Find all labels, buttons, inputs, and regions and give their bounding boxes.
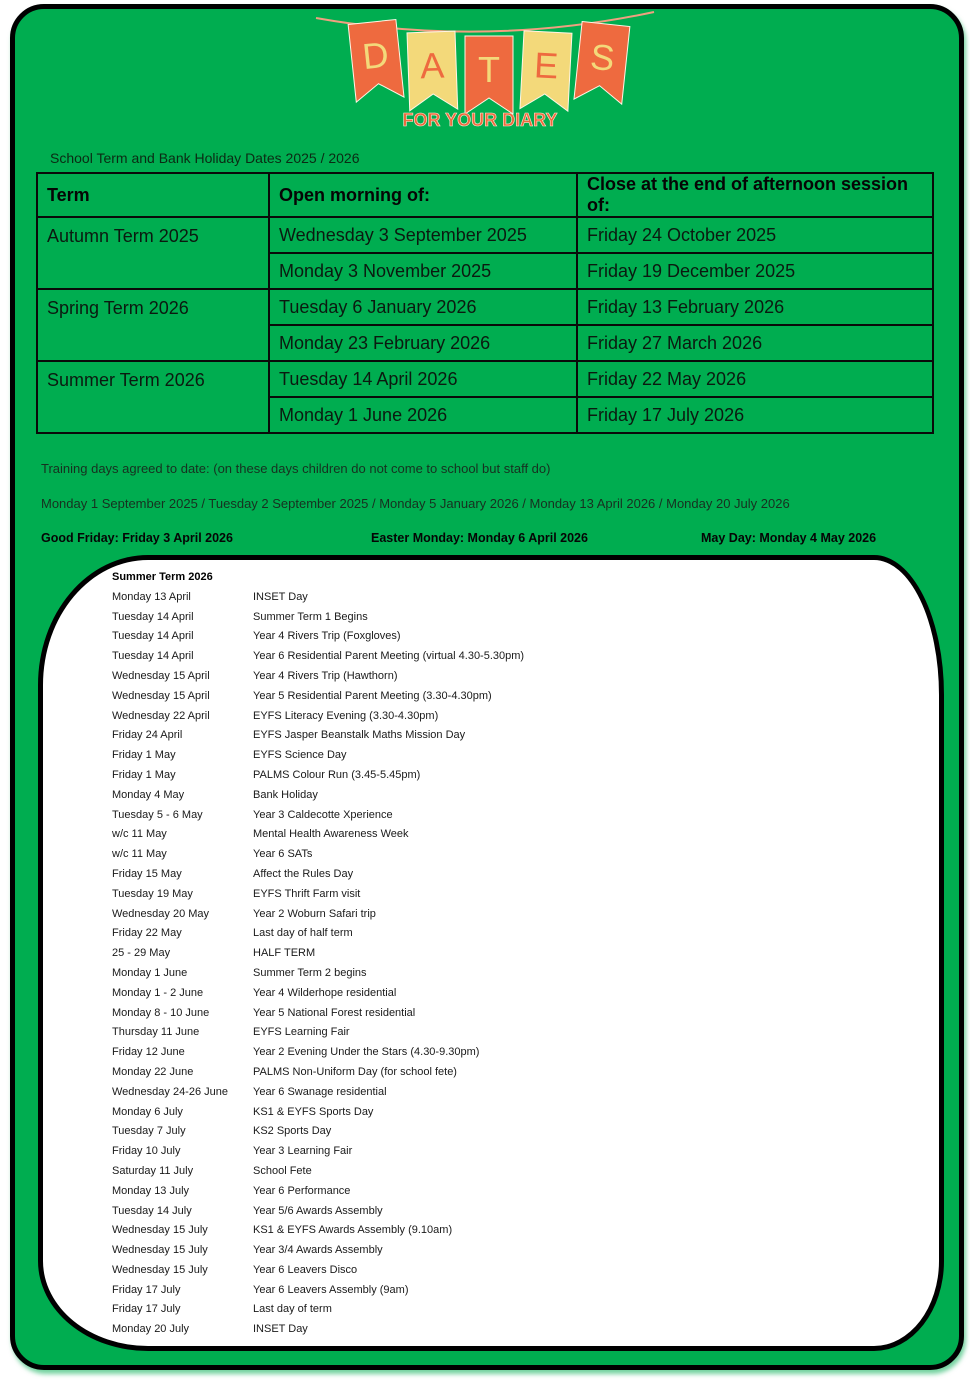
event-date: Wednesday 15 July — [112, 1224, 208, 1237]
banner-flag — [574, 21, 630, 104]
open-date: Monday 3 November 2025 — [269, 253, 577, 289]
banner-flag — [407, 31, 458, 111]
event-description: Year 2 Evening Under the Stars (4.30-9.30pm) — [253, 1046, 480, 1059]
event-description: HALF TERM — [253, 947, 316, 960]
open-date: Monday 1 June 2026 — [269, 397, 577, 433]
event-date: Monday 6 July — [112, 1105, 183, 1118]
list-item — [112, 845, 524, 865]
event-date: Friday 1 May — [112, 768, 176, 781]
event-description: Year 4 Rivers Trip (Hawthorn) — [253, 669, 398, 682]
event-description: PALMS Colour Run (3.45-5.45pm) — [253, 768, 421, 781]
list-item — [112, 707, 524, 727]
event-date: Tuesday 7 July — [112, 1125, 186, 1138]
event-description: KS1 & EYFS Sports Day — [253, 1105, 374, 1118]
event-description: Last day of half term — [253, 927, 353, 940]
bank-holiday-easter-monday: Easter Monday: Monday 6 April 2026 — [371, 531, 588, 545]
event-description: PALMS Non-Uniform Day (for school fete) — [253, 1065, 457, 1078]
term-name: Summer Term 2026 — [37, 361, 269, 433]
list-item — [112, 1281, 524, 1301]
table-header-row — [37, 173, 933, 217]
list-item — [112, 766, 524, 786]
event-date: Wednesday 22 April — [112, 709, 210, 722]
event-date: Thursday 11 June — [112, 1026, 200, 1039]
table-row — [37, 217, 933, 253]
event-date: 25 - 29 May — [112, 947, 171, 960]
training-days-list: Monday 1 September 2025 / Tuesday 2 September 2025 / Monday 5 January 2026 / Monday 13 April 2026 / Monday 20 July 2026 — [41, 496, 790, 511]
event-description: Last day of term — [253, 1303, 332, 1316]
header-close: Close at the end of afternoon session of: — [577, 173, 933, 217]
banner-letter: A — [419, 44, 445, 87]
event-date: Friday 22 May — [112, 927, 182, 940]
event-date: Tuesday 14 April — [112, 630, 194, 643]
banner-letter: E — [533, 44, 560, 87]
close-date: Friday 27 March 2026 — [577, 325, 933, 361]
header-open: Open morning of: — [269, 173, 577, 217]
event-date: Wednesday 20 May — [112, 907, 210, 920]
list-item — [112, 647, 524, 667]
term-name: Autumn Term 2025 — [37, 217, 269, 289]
event-description: EYFS Science Day — [253, 749, 347, 762]
dates-banner-logo — [310, 8, 660, 133]
list-item — [112, 1122, 524, 1142]
event-date: Wednesday 24-26 June — [112, 1085, 228, 1098]
event-description: Year 6 Performance — [253, 1184, 351, 1197]
list-item — [112, 924, 524, 944]
open-date: Tuesday 14 April 2026 — [269, 361, 577, 397]
event-date: Friday 17 July — [112, 1303, 181, 1316]
event-description: Year 3 Learning Fair — [253, 1145, 353, 1158]
list-item — [112, 1300, 524, 1320]
event-description: KS1 & EYFS Awards Assembly (9.10am) — [253, 1224, 453, 1237]
event-description: KS2 Sports Day — [253, 1125, 332, 1138]
list-item — [112, 964, 524, 984]
banner-tagline: FOR YOUR DIARY — [402, 110, 558, 130]
list-item — [112, 1241, 524, 1261]
event-description: Year 6 Swanage residential — [253, 1085, 387, 1098]
list-item — [112, 608, 524, 628]
event-date: Tuesday 5 - 6 May — [112, 808, 203, 821]
bank-holiday-may-day: May Day: Monday 4 May 2026 — [701, 531, 877, 545]
event-date: Monday 13 July — [112, 1184, 190, 1197]
event-date: Friday 12 June — [112, 1046, 185, 1059]
event-description: INSET Day — [253, 1323, 308, 1336]
event-date: Friday 15 May — [112, 867, 182, 880]
banner-letter: D — [360, 33, 391, 78]
list-item — [112, 825, 524, 845]
event-description: Affect the Rules Day — [253, 867, 354, 880]
event-date: Friday 1 May — [112, 749, 176, 762]
list-item — [112, 687, 524, 707]
event-description: EYFS Learning Fair — [253, 1026, 350, 1039]
list-item — [112, 1162, 524, 1182]
list-item — [112, 627, 524, 647]
summer-events-title: Summer Term 2026 — [112, 571, 213, 583]
header-term: Term — [37, 173, 269, 217]
banner-flag — [520, 31, 572, 111]
event-date: Monday 13 April — [112, 590, 191, 603]
list-item — [112, 885, 524, 905]
list-item — [112, 1063, 524, 1083]
event-description: Year 6 Residential Parent Meeting (virtual 4.30-5.30pm) — [253, 650, 525, 663]
list-item — [112, 1202, 524, 1222]
term-name: Spring Term 2026 — [37, 289, 269, 361]
list-item — [112, 1023, 524, 1043]
list-item — [112, 1221, 524, 1241]
table-row — [37, 289, 933, 325]
list-item — [112, 1142, 524, 1162]
list-item — [112, 746, 524, 766]
list-item — [112, 667, 524, 687]
list-item — [112, 806, 524, 826]
event-description: Mental Health Awareness Week — [253, 828, 409, 841]
open-date: Tuesday 6 January 2026 — [269, 289, 577, 325]
summer-events-list — [112, 568, 524, 1340]
event-description: Year 2 Woburn Safari trip — [253, 907, 376, 920]
banner-flag — [465, 36, 513, 114]
event-description: Year 4 Wilderhope residential — [253, 986, 397, 999]
event-date: Tuesday 14 April — [112, 610, 194, 623]
event-date: Monday 4 May — [112, 788, 185, 801]
open-date: Wednesday 3 September 2025 — [269, 217, 577, 253]
event-description: Year 5 Residential Parent Meeting (3.30-4.30pm) — [253, 689, 492, 702]
event-date: Monday 20 July — [112, 1323, 190, 1336]
event-date: Friday 24 April — [112, 729, 183, 742]
list-item — [112, 905, 524, 925]
event-description: Summer Term 2 begins — [253, 966, 367, 979]
event-description: Year 5/6 Awards Assembly — [253, 1204, 383, 1217]
event-description: School Fete — [253, 1164, 312, 1177]
event-date: Monday 22 June — [112, 1065, 194, 1078]
list-item — [112, 865, 524, 885]
list-item — [112, 1261, 524, 1281]
event-description: INSET Day — [253, 590, 308, 603]
term-dates-subtitle: School Term and Bank Holiday Dates 2025 / 2026 — [50, 150, 360, 166]
event-description: Year 6 Leavers Assembly (9am) — [253, 1283, 409, 1296]
close-date: Friday 24 October 2025 — [577, 217, 933, 253]
list-item — [112, 1043, 524, 1063]
event-description: Summer Term 1 Begins — [253, 610, 368, 623]
event-date: Saturday 11 July — [112, 1164, 194, 1177]
list-item — [112, 588, 524, 608]
list-item — [112, 1083, 524, 1103]
list-item — [112, 984, 524, 1004]
list-item — [112, 786, 524, 806]
list-item — [112, 1004, 524, 1024]
event-date: Wednesday 15 April — [112, 669, 210, 682]
event-date: w/c 11 May — [112, 848, 167, 861]
close-date: Friday 19 December 2025 — [577, 253, 933, 289]
event-description: Year 4 Rivers Trip (Foxgloves) — [253, 630, 401, 643]
event-description: EYFS Thrift Farm visit — [253, 887, 361, 900]
event-date: Wednesday 15 April — [112, 689, 210, 702]
event-date: Monday 1 - 2 June — [112, 986, 204, 999]
close-date: Friday 22 May 2026 — [577, 361, 933, 397]
banner-letter: T — [478, 49, 500, 90]
event-description: Year 5 National Forest residential — [253, 1006, 416, 1019]
list-item — [112, 726, 524, 746]
event-date: Wednesday 15 July — [112, 1263, 208, 1276]
bank-holiday-good-friday: Good Friday: Friday 3 April 2026 — [41, 531, 233, 545]
list-item — [112, 1320, 524, 1340]
event-description: Bank Holiday — [253, 788, 318, 801]
term-dates-table — [36, 172, 934, 434]
event-date: w/c 11 May — [112, 828, 167, 841]
event-description: EYFS Literacy Evening (3.30-4.30pm) — [253, 709, 439, 722]
event-description: EYFS Jasper Beanstalk Maths Mission Day — [253, 729, 466, 742]
open-date: Monday 23 February 2026 — [269, 325, 577, 361]
event-description: Year 3 Caldecotte Xperience — [253, 808, 393, 821]
event-date: Wednesday 15 July — [112, 1244, 208, 1257]
event-date: Monday 1 June — [112, 966, 188, 979]
event-date: Tuesday 19 May — [112, 887, 193, 900]
list-item — [112, 1103, 524, 1123]
event-date: Friday 10 July — [112, 1145, 181, 1158]
banner-letter: S — [588, 35, 617, 79]
event-description: Year 3/4 Awards Assembly — [253, 1244, 383, 1257]
close-date: Friday 13 February 2026 — [577, 289, 933, 325]
banner-flag — [348, 19, 404, 102]
event-date: Monday 8 - 10 June — [112, 1006, 210, 1019]
event-date: Tuesday 14 July — [112, 1204, 192, 1217]
close-date: Friday 17 July 2026 — [577, 397, 933, 433]
training-days-label: Training days agreed to date: (on these days children do not come to school but staff do) — [41, 461, 551, 476]
event-description: Year 6 Leavers Disco — [253, 1263, 358, 1276]
event-description: Year 6 SATs — [253, 848, 313, 861]
list-item — [112, 944, 524, 964]
event-date: Friday 17 July — [112, 1283, 181, 1296]
table-row — [37, 361, 933, 397]
event-date: Tuesday 14 April — [112, 650, 194, 663]
list-item — [112, 1182, 524, 1202]
